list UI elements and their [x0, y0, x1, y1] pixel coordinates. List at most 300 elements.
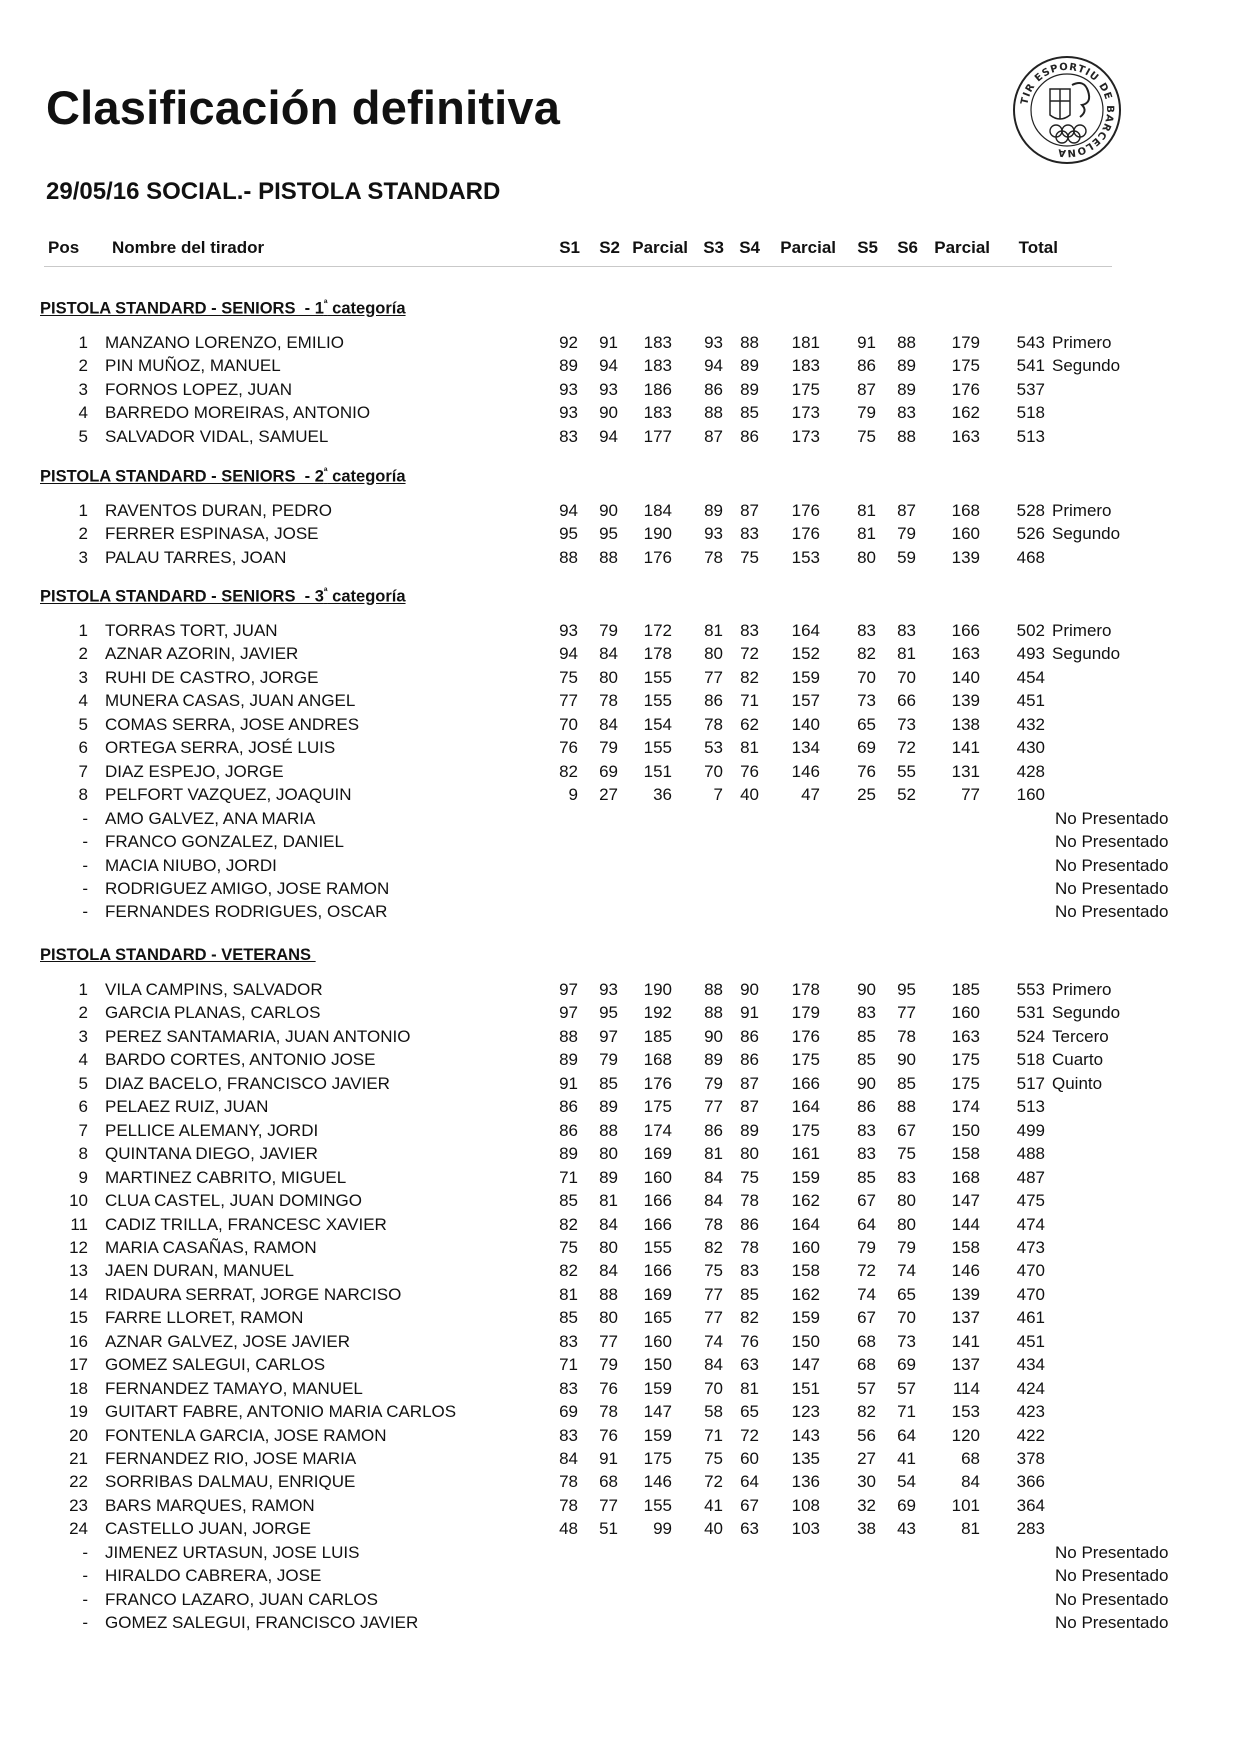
- cell-parcial3: 68: [961, 1449, 980, 1468]
- cell-parcial2: 175: [791, 379, 820, 399]
- cell-parcial3: 140: [951, 667, 980, 687]
- cell-parcial1: 174: [643, 1120, 672, 1140]
- cell-s1: 78: [559, 1495, 578, 1515]
- cell-s1: 91: [559, 1073, 578, 1093]
- cell-s6: 59: [897, 547, 916, 567]
- cell-placement: No Presentado: [1055, 832, 1169, 852]
- cell-s1: 94: [559, 644, 578, 664]
- cell-s3: 84: [704, 1167, 723, 1187]
- cell-s6: 65: [897, 1284, 916, 1304]
- cell-s6: 74: [897, 1261, 916, 1281]
- cell-s5: 82: [857, 1402, 876, 1422]
- cell-s6: 73: [897, 1331, 916, 1351]
- cell-name: FORNOS LOPEZ, JUAN: [105, 379, 293, 399]
- cell-parcial1: 186: [643, 379, 672, 399]
- cell-parcial3: 101: [951, 1495, 980, 1515]
- cell-s3: 93: [704, 333, 723, 352]
- cell-name: FARRE LLORET, RAMON: [105, 1308, 304, 1328]
- cell-name: FERNANDEZ TAMAYO, MANUEL: [105, 1378, 363, 1398]
- cell-s5: 74: [857, 1284, 876, 1304]
- cell-s6: 69: [897, 1495, 916, 1515]
- cell-s3: 81: [704, 621, 723, 640]
- cell-s1: 95: [559, 524, 578, 544]
- cell-parcial1: 36: [653, 785, 672, 805]
- cell-total: 488: [1016, 1144, 1045, 1164]
- cell-parcial2: 47: [801, 785, 820, 805]
- cell-s4: 83: [740, 1261, 759, 1281]
- cell-s6: 57: [897, 1378, 916, 1398]
- cell-s6: 88: [897, 333, 916, 352]
- table-row: [0, 1355, 1239, 1379]
- cell-name: CASTELLO JUAN, JORGE: [105, 1519, 311, 1539]
- cell-parcial2: 179: [791, 1003, 820, 1023]
- cell-parcial1: 175: [643, 1449, 672, 1468]
- cell-s3: 90: [704, 1026, 723, 1046]
- cell-parcial1: 166: [643, 1191, 672, 1211]
- cell-pos: 3: [78, 1026, 88, 1046]
- cell-pos: 1: [78, 333, 88, 352]
- cell-s2: 51: [599, 1519, 618, 1539]
- cell-name: FRANCO GONZALEZ, DANIEL: [105, 832, 344, 852]
- section-title: PISTOLA STANDARD - SENIORS - $3^ª$ categoría: [40, 587, 406, 606]
- cell-total: 475: [1016, 1191, 1045, 1211]
- cell-parcial2: 164: [791, 621, 820, 640]
- cell-pos: 16: [69, 1331, 88, 1351]
- cell-s2: 90: [599, 403, 618, 423]
- cell-s4: 83: [740, 524, 759, 544]
- cell-total: 518: [1016, 1050, 1045, 1070]
- cell-total: 160: [1016, 785, 1045, 805]
- cell-parcial1: 160: [643, 1331, 672, 1351]
- cell-parcial2: 159: [791, 667, 820, 687]
- col-name-header: Nombre del tirador: [112, 238, 265, 257]
- cell-s2: 80: [599, 1308, 618, 1328]
- cell-s5: 73: [857, 691, 876, 711]
- cell-s2: 89: [599, 1097, 618, 1117]
- col-parcial1-header: Parcial: [632, 238, 688, 257]
- cell-s6: 90: [897, 1050, 916, 1070]
- table-row: [0, 621, 1239, 645]
- cell-parcial1: 185: [643, 1026, 672, 1046]
- cell-name: TORRAS TORT, JUAN: [105, 621, 278, 640]
- cell-total: 537: [1016, 379, 1045, 399]
- cell-pos: -: [82, 1613, 88, 1633]
- cell-s4: 63: [740, 1519, 759, 1539]
- cell-parcial3: 163: [951, 426, 980, 446]
- cell-s3: 53: [704, 738, 723, 758]
- col-total-header: Total: [1018, 238, 1058, 257]
- cell-pos: 4: [78, 1050, 88, 1070]
- table-row: [0, 548, 1239, 572]
- cell-s4: 90: [740, 980, 759, 999]
- cell-s3: 88: [704, 980, 723, 999]
- cell-parcial3: 139: [951, 691, 980, 711]
- cell-s4: 85: [740, 403, 759, 423]
- cell-s6: 72: [897, 738, 916, 758]
- header-divider: [44, 266, 1112, 267]
- cell-parcial2: 157: [791, 691, 820, 711]
- cell-parcial3: 146: [951, 1261, 980, 1281]
- cell-total: 499: [1016, 1120, 1045, 1140]
- cell-s2: 95: [599, 1003, 618, 1023]
- cell-parcial3: 77: [961, 785, 980, 805]
- cell-s5: 68: [857, 1355, 876, 1375]
- cell-s3: 7: [713, 785, 723, 805]
- cell-pos: 4: [78, 403, 88, 423]
- cell-s2: 95: [599, 524, 618, 544]
- cell-name: GUITART FABRE, ANTONIO MARIA CARLOS: [105, 1402, 457, 1422]
- cell-pos: -: [82, 878, 88, 898]
- table-row: [0, 1566, 1239, 1590]
- cell-s2: 27: [599, 785, 618, 805]
- cell-s1: 88: [559, 547, 578, 567]
- cell-s3: 81: [704, 1144, 723, 1164]
- cell-s4: 82: [740, 667, 759, 687]
- cell-placement: Primero: [1052, 333, 1112, 352]
- cell-total: 283: [1016, 1519, 1045, 1539]
- cell-s3: 93: [704, 524, 723, 544]
- page-title: Clasificación definitiva: [46, 81, 561, 134]
- cell-s5: 57: [857, 1378, 876, 1398]
- cell-s6: 70: [897, 667, 916, 687]
- cell-pos: 5: [78, 714, 88, 734]
- cell-s3: 78: [704, 714, 723, 734]
- cell-s2: 79: [599, 738, 618, 758]
- cell-s5: 72: [857, 1261, 876, 1281]
- cell-total: 473: [1016, 1237, 1045, 1257]
- cell-s3: 80: [704, 644, 723, 664]
- cell-s4: 86: [740, 1214, 759, 1234]
- cell-placement: Segundo: [1052, 356, 1121, 376]
- cell-total: 513: [1016, 1097, 1045, 1117]
- cell-s5: 86: [857, 356, 876, 376]
- cell-s6: 71: [897, 1402, 916, 1422]
- cell-s3: 70: [704, 761, 723, 781]
- cell-parcial2: 147: [791, 1355, 820, 1375]
- cell-s2: 84: [599, 644, 618, 664]
- cell-s1: 85: [559, 1191, 578, 1211]
- cell-parcial2: 136: [791, 1472, 820, 1492]
- cell-s1: 93: [559, 403, 578, 423]
- cell-s2: 90: [599, 501, 618, 520]
- cell-s5: 90: [857, 980, 876, 999]
- cell-s5: 32: [857, 1495, 876, 1515]
- cell-s4: 72: [740, 1425, 759, 1445]
- cell-parcial2: 162: [791, 1284, 820, 1304]
- cell-total: 423: [1016, 1402, 1045, 1422]
- cell-name: AZNAR GALVEZ, JOSE JAVIER: [105, 1331, 350, 1351]
- cell-s3: 58: [704, 1402, 723, 1422]
- cell-s5: 85: [857, 1167, 876, 1187]
- cell-parcial3: 175: [951, 356, 980, 376]
- cell-s2: 81: [599, 1191, 618, 1211]
- table-row: [0, 856, 1239, 880]
- col-parcial3-header: Parcial: [934, 238, 990, 257]
- table-row: [0, 762, 1239, 786]
- cell-total: 434: [1016, 1355, 1045, 1375]
- cell-total: 432: [1016, 714, 1045, 734]
- cell-s6: 77: [897, 1003, 916, 1023]
- cell-s1: 97: [559, 980, 578, 999]
- cell-parcial2: 173: [791, 403, 820, 423]
- cell-total: 531: [1016, 1003, 1045, 1023]
- section-title: PISTOLA STANDARD - SENIORS - $2^ª$ categoría: [40, 467, 406, 486]
- cell-parcial1: 147: [643, 1402, 672, 1422]
- cell-s5: 30: [857, 1472, 876, 1492]
- cell-name: PALAU TARRES, JOAN: [105, 547, 287, 567]
- cell-pos: 2: [78, 524, 88, 544]
- cell-parcial3: 175: [951, 1073, 980, 1093]
- cell-parcial1: 166: [643, 1261, 672, 1281]
- cell-s4: 80: [740, 1144, 759, 1164]
- cell-placement: No Presentado: [1055, 1566, 1169, 1586]
- cell-s4: 89: [740, 1120, 759, 1140]
- cell-s1: 92: [559, 333, 578, 352]
- cell-placement: Segundo: [1052, 644, 1121, 664]
- cell-s5: 82: [857, 644, 876, 664]
- cell-name: GARCIA PLANAS, CARLOS: [105, 1003, 321, 1023]
- cell-parcial1: 192: [643, 1003, 672, 1023]
- cell-s3: 77: [704, 1308, 723, 1328]
- cell-s6: 78: [897, 1026, 916, 1046]
- cell-s3: 75: [704, 1449, 723, 1468]
- cell-parcial3: 137: [951, 1355, 980, 1375]
- cell-parcial2: 123: [791, 1402, 820, 1422]
- cell-parcial1: 183: [643, 403, 672, 423]
- cell-s4: 72: [740, 644, 759, 664]
- cell-s2: 80: [599, 1237, 618, 1257]
- cell-pos: 13: [69, 1261, 88, 1281]
- cell-s5: 79: [857, 1237, 876, 1257]
- cell-s3: 86: [704, 379, 723, 399]
- cell-name: CADIZ TRILLA, FRANCESC XAVIER: [105, 1214, 387, 1234]
- cell-parcial3: 147: [951, 1191, 980, 1211]
- table-row: [0, 1144, 1239, 1168]
- cell-name: QUINTANA DIEGO, JAVIER: [105, 1144, 318, 1164]
- cell-name: PELFORT VAZQUEZ, JOAQUIN: [105, 785, 352, 805]
- cell-parcial3: 114: [952, 1378, 980, 1398]
- cell-s2: 88: [599, 547, 618, 567]
- cell-parcial3: 144: [951, 1214, 980, 1234]
- cell-placement: No Presentado: [1055, 1613, 1169, 1633]
- cell-s4: 88: [740, 333, 759, 352]
- cell-s5: 68: [857, 1331, 876, 1351]
- table-row: [0, 1613, 1239, 1637]
- cell-s3: 74: [704, 1331, 723, 1351]
- table-row: [0, 1003, 1239, 1027]
- cell-pos: -: [82, 1566, 88, 1586]
- cell-s6: 95: [897, 980, 916, 999]
- cell-pos: 15: [69, 1308, 88, 1328]
- cell-s5: 27: [857, 1449, 876, 1468]
- cell-parcial3: 168: [951, 1167, 980, 1187]
- cell-name: MUNERA CASAS, JUAN ANGEL: [105, 691, 356, 711]
- cell-name: SALVADOR VIDAL, SAMUEL: [105, 426, 329, 446]
- cell-s2: 76: [599, 1378, 618, 1398]
- cell-parcial1: 172: [643, 621, 672, 640]
- cell-name: ORTEGA SERRA, JOSÉ LUIS: [105, 738, 336, 758]
- table-row: [0, 1261, 1239, 1285]
- cell-parcial1: 165: [643, 1308, 672, 1328]
- cell-s2: 91: [599, 333, 618, 352]
- cell-s3: 94: [704, 356, 723, 376]
- cell-name: DIAZ ESPEJO, JORGE: [105, 761, 284, 781]
- cell-s1: 84: [559, 1449, 578, 1468]
- cell-s1: 94: [559, 501, 578, 520]
- cell-parcial3: 81: [961, 1519, 980, 1539]
- cell-parcial1: 169: [643, 1144, 672, 1164]
- cell-s4: 87: [740, 1073, 759, 1093]
- cell-s1: 9: [568, 785, 578, 805]
- cell-name: FERRER ESPINASA, JOSE: [105, 524, 319, 544]
- cell-name: COMAS SERRA, JOSE ANDRES: [105, 714, 360, 734]
- cell-placement: Tercero: [1052, 1026, 1109, 1046]
- cell-s6: 89: [897, 379, 916, 399]
- table-row: [0, 980, 1239, 1004]
- table-row: [0, 644, 1239, 668]
- cell-parcial2: 183: [791, 356, 820, 376]
- cell-s2: 88: [599, 1120, 618, 1140]
- col-s1-header: S1: [559, 238, 580, 257]
- cell-s3: 86: [704, 1120, 723, 1140]
- cell-parcial1: 151: [643, 761, 672, 781]
- cell-parcial2: 164: [791, 1214, 820, 1234]
- cell-s4: 60: [740, 1449, 759, 1468]
- cell-s5: 25: [857, 785, 876, 805]
- cell-pos: 8: [78, 785, 88, 805]
- cell-s4: 78: [740, 1237, 759, 1257]
- cell-placement: No Presentado: [1055, 902, 1169, 922]
- cell-s1: 83: [559, 426, 578, 446]
- cell-parcial3: 163: [951, 1026, 980, 1046]
- cell-total: 528: [1016, 501, 1045, 520]
- table-row: [0, 715, 1239, 739]
- cell-name: MANZANO LORENZO, EMILIO: [105, 333, 344, 352]
- cell-s6: 87: [897, 501, 916, 520]
- cell-pos: 1: [78, 980, 88, 999]
- cell-s4: 76: [740, 1331, 759, 1351]
- cell-name: SORRIBAS DALMAU, ENRIQUE: [105, 1472, 356, 1492]
- cell-s2: 93: [599, 980, 618, 999]
- cell-parcial3: 150: [951, 1120, 980, 1140]
- cell-pos: 9: [78, 1167, 88, 1187]
- table-row: [0, 1496, 1239, 1520]
- table-row: [0, 524, 1239, 548]
- cell-total: 424: [1016, 1378, 1045, 1398]
- cell-s6: 83: [897, 621, 916, 640]
- cell-s4: 86: [740, 1050, 759, 1070]
- cell-parcial3: 174: [951, 1097, 980, 1117]
- cell-pos: 1: [78, 501, 88, 520]
- cell-s1: 83: [559, 1331, 578, 1351]
- cell-parcial2: 178: [791, 980, 820, 999]
- cell-s6: 88: [897, 426, 916, 446]
- cell-pos: 12: [69, 1237, 88, 1257]
- cell-parcial2: 166: [791, 1073, 820, 1093]
- cell-s4: 83: [740, 621, 759, 640]
- cell-pos: 20: [69, 1425, 88, 1445]
- cell-s4: 81: [740, 1378, 759, 1398]
- cell-s3: 82: [704, 1237, 723, 1257]
- cell-total: 502: [1016, 621, 1045, 640]
- cell-s6: 69: [897, 1355, 916, 1375]
- cell-total: 366: [1016, 1472, 1045, 1492]
- cell-parcial1: 155: [643, 1495, 672, 1515]
- cell-name: DIAZ BACELO, FRANCISCO JAVIER: [105, 1073, 390, 1093]
- cell-s6: 43: [897, 1519, 916, 1539]
- cell-total: 451: [1016, 1331, 1045, 1351]
- cell-s2: 84: [599, 1261, 618, 1281]
- cell-s3: 40: [704, 1519, 723, 1539]
- cell-s1: 89: [559, 356, 578, 376]
- cell-s1: 86: [559, 1120, 578, 1140]
- cell-s1: 75: [559, 1237, 578, 1257]
- cell-s5: 67: [857, 1308, 876, 1328]
- cell-parcial3: 158: [951, 1144, 980, 1164]
- cell-s3: 72: [704, 1472, 723, 1492]
- cell-name: MACIA NIUBO, JORDI: [105, 855, 277, 875]
- cell-pos: 8: [78, 1144, 88, 1164]
- cell-pos: 3: [78, 667, 88, 687]
- cell-parcial3: 141: [951, 738, 980, 758]
- cell-parcial2: 173: [791, 426, 820, 446]
- table-row: [0, 1074, 1239, 1098]
- cell-s4: 89: [740, 379, 759, 399]
- cell-s5: 69: [857, 738, 876, 758]
- cell-s5: 56: [857, 1425, 876, 1445]
- cell-pos: 2: [78, 356, 88, 376]
- col-pos-header: Pos: [48, 238, 80, 257]
- cell-placement: Primero: [1052, 980, 1112, 999]
- cell-parcial3: 168: [951, 501, 980, 520]
- cell-parcial1: 154: [643, 714, 672, 734]
- cell-parcial3: 158: [951, 1237, 980, 1257]
- cell-s6: 67: [897, 1120, 916, 1140]
- cell-s5: 86: [857, 1097, 876, 1117]
- cell-s6: 85: [897, 1073, 916, 1093]
- cell-s3: 84: [704, 1191, 723, 1211]
- cell-s2: 78: [599, 691, 618, 711]
- cell-s2: 93: [599, 379, 618, 399]
- cell-total: 553: [1016, 980, 1045, 999]
- cell-s1: 93: [559, 621, 578, 640]
- cell-name: PIN MUÑOZ, MANUEL: [105, 356, 281, 376]
- cell-pos: -: [82, 1589, 88, 1609]
- cell-s5: 64: [857, 1214, 876, 1234]
- cell-pos: 24: [69, 1519, 88, 1539]
- section-title: PISTOLA STANDARD - VETERANS: [40, 946, 316, 964]
- cell-pos: 6: [78, 1097, 88, 1117]
- cell-s1: 83: [559, 1378, 578, 1398]
- cell-pos: 19: [69, 1402, 88, 1422]
- cell-s1: 70: [559, 714, 578, 734]
- cell-name: FERNANDES RODRIGUES, OSCAR: [105, 902, 388, 922]
- table-row: [0, 1332, 1239, 1356]
- section-title: PISTOLA STANDARD - SENIORS - $1^ª$ categoría: [40, 299, 406, 318]
- cell-s3: 41: [704, 1495, 723, 1515]
- cell-s6: 75: [897, 1144, 916, 1164]
- cell-total: 541: [1016, 356, 1045, 376]
- cell-s2: 84: [599, 1214, 618, 1234]
- cell-s5: 38: [857, 1519, 876, 1539]
- cell-parcial2: 108: [791, 1495, 820, 1515]
- cell-placement: Cuarto: [1052, 1050, 1104, 1070]
- cell-parcial2: 134: [791, 738, 820, 758]
- cell-parcial1: 178: [643, 644, 672, 664]
- cell-parcial2: 164: [791, 1097, 820, 1117]
- col-s4-header: S4: [739, 238, 760, 257]
- table-row: [0, 1426, 1239, 1450]
